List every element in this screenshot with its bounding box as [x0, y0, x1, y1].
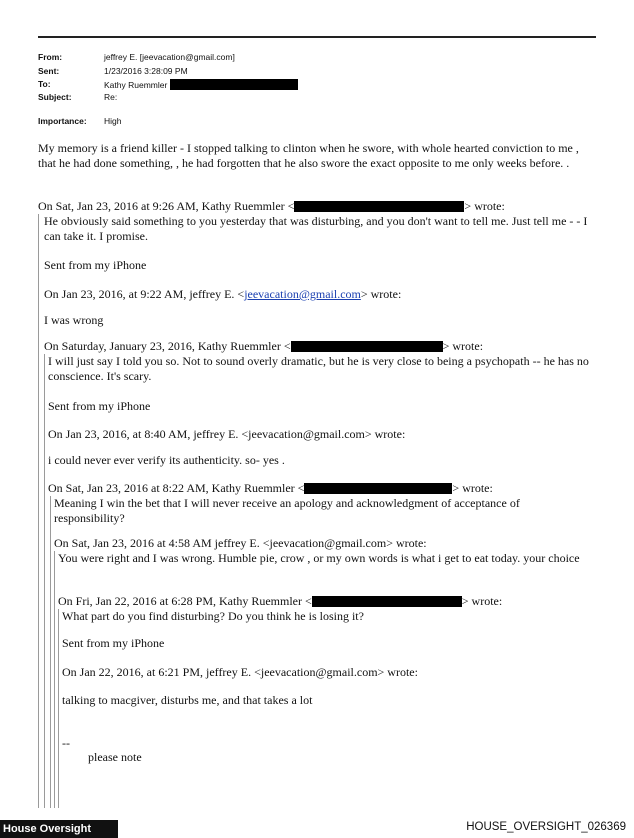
message-9-attribution: On Jan 22, 2016, at 6:21 PM, jeffrey E. <jeevacation@gmail.com> wrote:	[62, 665, 418, 679]
from-value: jeffrey E. [jeevacation@gmail.com]	[104, 52, 235, 62]
message-9-signature-note: please note	[88, 750, 142, 764]
m2-attr-pre: On Sat, Jan 23, 2016 at 9:26 AM, Kathy Ruemmler <	[38, 199, 295, 213]
to-value: Kathy Ruemmler	[104, 80, 168, 90]
m6-attr-pre: On Sat, Jan 23, 2016 at 8:22 AM, Kathy Ruemmler <	[48, 481, 305, 495]
sent-label: Sent:	[38, 66, 60, 76]
m4-attr-pre: On Saturday, January 23, 2016, Kathy Ruemmler <	[44, 339, 291, 353]
m2-attr-post: > wrote:	[464, 199, 505, 213]
message-8-body: What part do you find disturbing? Do you think he is losing it?	[62, 609, 364, 623]
m6-attr-post: > wrote:	[452, 481, 493, 495]
message-9-body: talking to macgiver, disturbs me, and that takes a lot	[62, 693, 313, 707]
message-8-attribution	[58, 594, 502, 609]
subject-value: Re:	[104, 92, 118, 102]
quote-bar-level-2	[44, 354, 45, 808]
email-link[interactable]: jeevacation@gmail.com	[244, 287, 361, 301]
redaction-bar	[291, 341, 443, 352]
m4-attr-post: > wrote:	[442, 339, 484, 353]
redaction-bar	[304, 483, 452, 494]
m3-attr-post: > wrote:	[360, 287, 402, 301]
importance-value: High	[104, 116, 122, 126]
to-label: To:	[38, 79, 51, 89]
document-id: HOUSE_OVERSIGHT_026369	[466, 821, 626, 833]
header-rule	[38, 36, 596, 38]
redaction-bar	[312, 596, 462, 607]
message-3-body: I was wrong	[44, 313, 104, 327]
to-value-wrap	[104, 79, 298, 90]
message-2-attribution	[38, 199, 505, 214]
quote-bar-level-4	[54, 551, 55, 808]
message-2-signature: Sent from my iPhone	[44, 258, 147, 272]
message-9-signature-dash: --	[62, 736, 70, 750]
message-8-signature: Sent from my iPhone	[62, 636, 165, 650]
message-4-body: I will just say I told you so. Not to sound overly dramatic, but he is very close to being a psychopath -- he has no conscience. It's scary.	[48, 354, 589, 383]
m3-attr-pre: On Jan 23, 2016, at 9:22 AM, jeffrey E. <	[44, 287, 245, 301]
m8-attr-post: > wrote:	[461, 594, 503, 608]
message-7-body: You were right and I was wrong. Humble pie, crow , or my own words is what i get to eat today. your choice	[58, 551, 580, 565]
quote-bar-level-5	[58, 609, 59, 808]
redaction-bar	[294, 201, 464, 212]
importance-label: Importance:	[38, 116, 87, 126]
quote-bar-level-1	[38, 214, 39, 808]
subject-label: Subject:	[38, 92, 72, 102]
message-7-attribution: On Sat, Jan 23, 2016 at 4:58 AM jeffrey E. <jeevacation@gmail.com> wrote:	[54, 536, 427, 550]
message-4-attribution	[44, 339, 483, 354]
message-5-body: i could never ever verify its authenticity. so- yes .	[48, 453, 285, 467]
redaction-bar	[170, 79, 298, 90]
message-1-body: My memory is a friend killer - I stopped talking to clinton when he swore, with whole hearted conviction to me , that he had done something, , he had forgotten that he also swore the exact opposite to me only weeks before. .	[38, 141, 579, 170]
message-5-attribution: On Jan 23, 2016, at 8:40 AM, jeffrey E. <jeevacation@gmail.com> wrote:	[48, 427, 406, 441]
sent-value: 1/23/2016 3:28:09 PM	[104, 66, 188, 76]
house-oversight-logo: House Oversight	[0, 820, 118, 838]
message-6-attribution	[48, 481, 493, 496]
message-2-body: He obviously said something to you yesterday that was disturbing, and you don't want to tell me. Just tell me - - I can take it. I promise.	[44, 214, 588, 243]
message-6-body: Meaning I win the bet that I will never receive an apology and acknowledgment of acceptance of responsibility?	[54, 496, 520, 525]
m8-attr-pre: On Fri, Jan 22, 2016 at 6:28 PM, Kathy Ruemmler <	[58, 594, 312, 608]
quote-bar-level-3	[50, 496, 51, 808]
from-label: From:	[38, 52, 63, 62]
message-4-signature: Sent from my iPhone	[48, 399, 151, 413]
message-3-attribution	[44, 287, 401, 302]
